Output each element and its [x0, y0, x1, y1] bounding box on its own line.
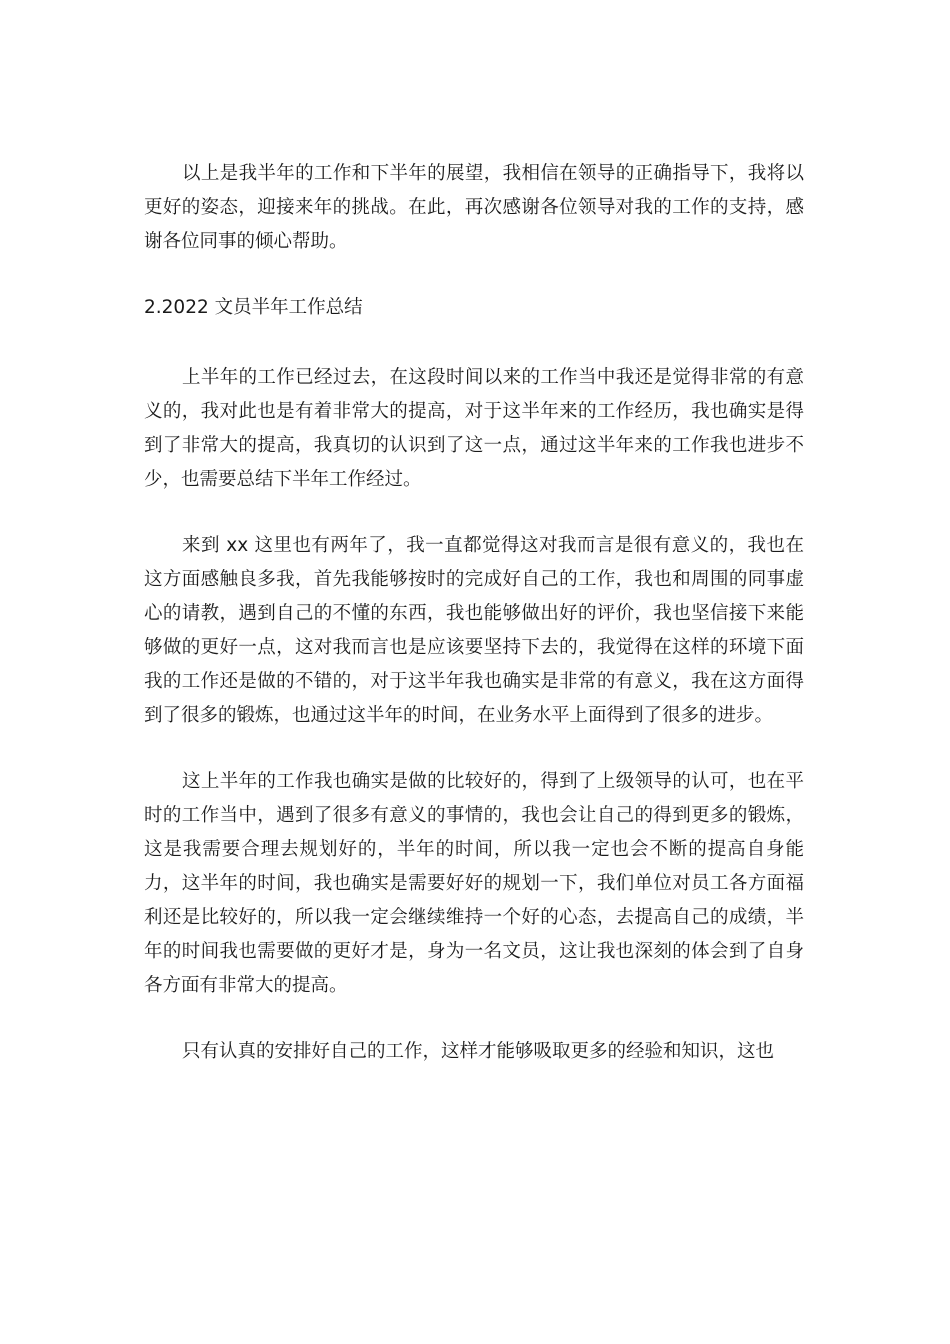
paragraph-intro: 上半年的工作已经过去，在这段时间以来的工作当中我还是觉得非常的有意义的，我对此也是有着非常大的提高，对于这半年来的工作经历，我也确实是得到了非常大的提高，我真切的认识到了这一点，通过这半年来的工作我也进步不少，也需要总结下半年工作经过。: [144, 367, 804, 490]
paragraph-two-years: 来到 xx 这里也有两年了，我一直都觉得这对我而言是很有意义的，我也在这方面感触良多我，首先我能够按时的完成好自己的工作，我也和周围的同事虚心的请教，遇到自己的不懂的东西，我也能够做出好的评价，我也坚信接下来能够做的更好一点，这对我而言也是应该要坚持下去的，我觉得在这样的环境下面我的工作还是做的不错的，对于这半年我也确实是非常的有意义，我在这方面得到了很多的锻炼，也通过这半年的时间，在业务水平上面得到了很多的进步。: [144, 535, 804, 726]
section-heading: 2.2022 文员半年工作总结: [144, 297, 363, 318]
paragraph-arrange-work: 只有认真的安排好自己的工作，这样才能够吸取更多的经验和知识，这也: [182, 1041, 775, 1062]
paragraph-first-half: 这上半年的工作我也确实是做的比较好的，得到了上级领导的认可，也在平时的工作当中，遇到了很多有意义的事情的，我也会让自己的得到更多的锻炼，这是我需要合理去规划好的，半年的时间，所以我一定也会不断的提高自身能力，这半年的时间，我也确实是需要好好的规划一下，我们单位对员工各方面福利还是比较好的，所以我一定会继续维持一个好的心态，去提高自己的成绩，半年的时间我也需要做的更好才是，身为一名文员，这让我也深刻的体会到了自身各方面有非常大的提高。: [144, 771, 804, 996]
paragraph-closing: 以上是我半年的工作和下半年的展望，我相信在领导的正确指导下，我将以更好的姿态，迎接来年的挑战。在此，再次感谢各位领导对我的工作的支持，感谢各位同事的倾心帮助。: [144, 163, 804, 252]
document-body: [144, 157, 804, 1101]
